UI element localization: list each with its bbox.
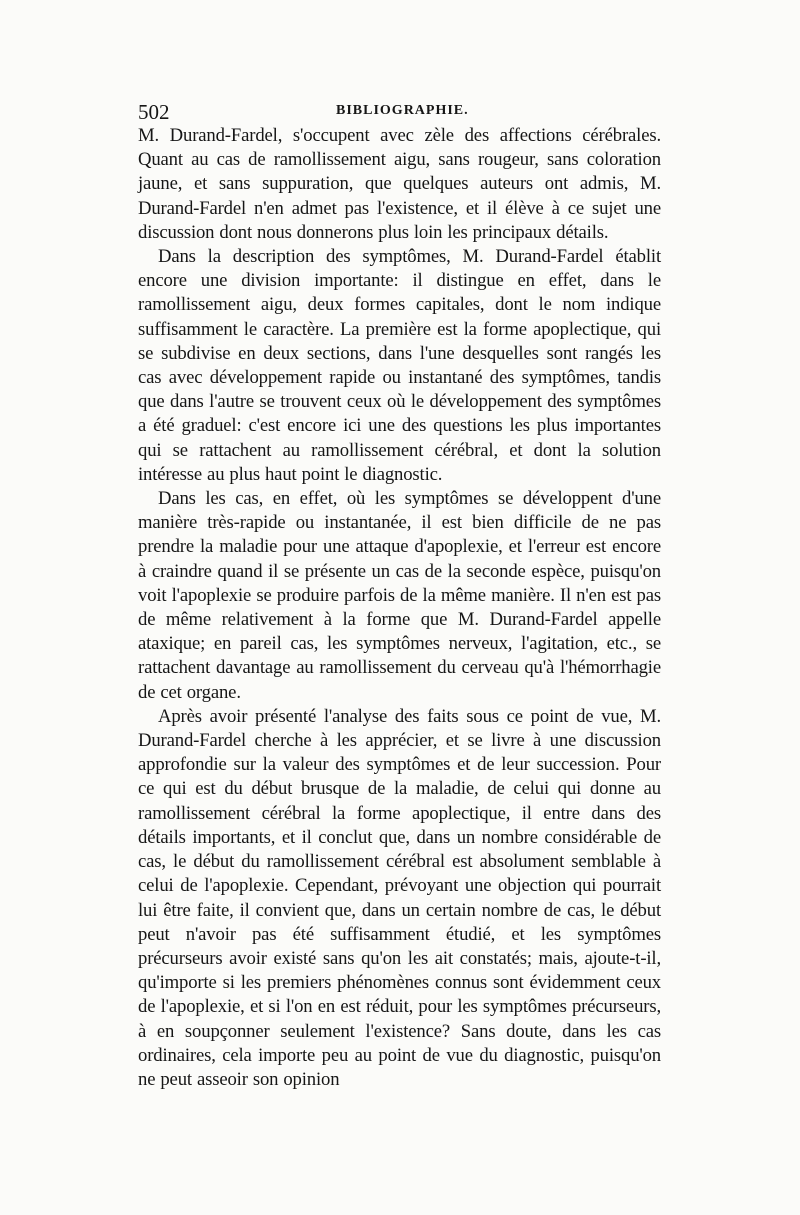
paragraph-3: Dans les cas, en effet, où les symptômes se développent d'une manière très-rapide ou instantanée, il est bien difficile de ne pas prendre la maladie pour une attaque d'apoplexie, et l'erreur est encore à craindre quand il se présente un cas de la seconde espèce, puisqu'on voit l'apoplexie se produire parfois de la même manière. Il n'en est pas de même relativement à la forme que M. Durand-Fardel appelle ataxique; en pareil cas, les symptômes nerveux, l'agitation, etc., se rattachent davantage au ramollissement du cerveau qu'à l'hémorrhagie de cet organe. — [138, 488, 661, 703]
page-number: 502 — [138, 100, 170, 124]
paragraph-2: Dans la description des symptômes, M. Durand-Fardel établit encore une division importante: il distingue en effet, dans le ramollissement aigu, deux formes capitales, dont le nom indique suffisamment le caractère. La première est la forme apoplectique, qui se subdivise en deux sections, dans l'une desquelles sont rangés les cas avec développement rapide ou instantané des symptômes, tandis que dans l'autre se trouvent ceux où le développement des symptômes a été graduel: c'est encore ici une des questions les plus importantes qui se rattachent au ramollissement cérébral, et dont la solution intéresse au plus haut point le diagnostic. — [138, 246, 661, 485]
book-page — [138, 98, 661, 1092]
paragraph-1: M. Durand-Fardel, s'occupent avec zèle des affections cérébrales. Quant au cas de ramollissement aigu, sans rougeur, sans coloration jaune, et sans suppuration, que quelques auteurs ont admis, M. Durand-Fardel n'en admet pas l'existence, et il élève à ce sujet une discussion dont nous donnerons plus loin les principaux détails. — [138, 125, 661, 243]
body-text — [138, 124, 661, 1092]
running-title: BIBLIOGRAPHIE. — [336, 103, 469, 118]
page-header — [138, 98, 661, 124]
paragraph-4: Après avoir présenté l'analyse des faits sous ce point de vue, M. Durand-Fardel cherche à les apprécier, et se livre à une discussion approfondie sur la valeur des symptômes et de leur succession. Pour ce qui est du début brusque de la maladie, de celui qui donne au ramollissement cérébral la forme apoplectique, il entre dans des détails importants, et il conclut que, dans un nombre considérable de cas, le début du ramollissement cérébral est absolument semblable à celui de l'apoplexie. Cependant, prévoyant une objection qui pourrait lui être faite, il convient que, dans un certain nombre de cas, le début peut n'avoir pas été suffisamment étudié, et les symptômes précurseurs avoir existé sans qu'on les ait constatés; mais, ajoute-t-il, qu'importe si les premiers phénomènes connus sont évidemment ceux de l'apoplexie, et si l'on en est réduit, pour les symptômes précurseurs, à en soupçonner seulement l'existence? Sans doute, dans les cas ordinaires, cela importe peu au point de vue du diagnostic, puisqu'on ne peut asseoir son opinion — [138, 705, 661, 1090]
